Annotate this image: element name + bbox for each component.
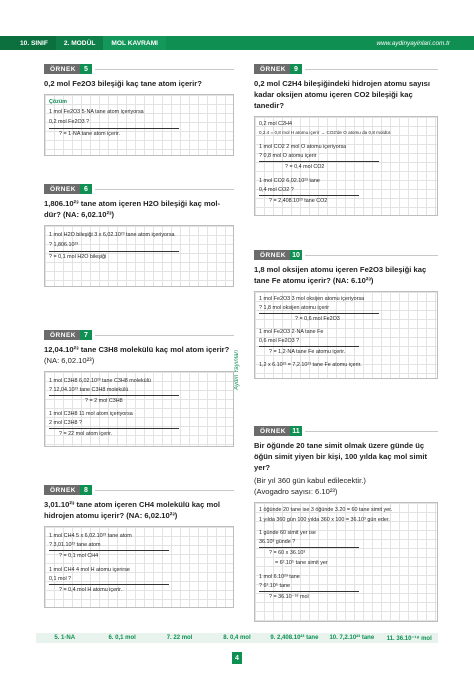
solution-box: 1 mol C3H8 6,02.10²³ tane C3H8 molekülü ? 12,04.10²³ tane C3H8 molekülü ? = 2 mol C3H8 1 mol C3H8 11 mol atom içeriyorsa 2 mol C3H8 ? ? = 22 mol atom içerir. xyxy=(44,371,234,447)
solution-box: 1 mol CH4 5 x 6,02.10²³ tane atom ? 3,01.10²³ tane atom ? = 0,1 mol CH4 1 mol CH4 4 mol H atomu içerirse 0,1 mol ? ? = 0,4 mol H atomu içerir. xyxy=(44,526,234,608)
example-7 xyxy=(44,330,234,447)
answer-6: 6. 0,1 mol xyxy=(108,635,136,641)
example-10 xyxy=(254,250,438,379)
example-5 xyxy=(44,64,234,156)
header-bar xyxy=(0,36,474,50)
solution-box: Çözüm 1 mol Fe2O3 5·NA tane atom içeriyorsa 0,2 mol Fe2O3 ? ? = 1·NA tane atom içerir. xyxy=(44,94,234,156)
question-text: 3,01.10²³ tane atom içeren CH4 molekülü kaç mol hidrojen atomu içerir? (NA: 6,02.10²³) xyxy=(44,500,220,520)
site-link[interactable]: www.aydinyayinlari.com.tr xyxy=(376,39,450,47)
example-9 xyxy=(254,64,438,216)
page-number: 4 xyxy=(232,652,242,664)
answer-key xyxy=(36,633,438,643)
answer-7: 7. 22 mol xyxy=(166,635,193,641)
unit-label: MOL KAVRAMI xyxy=(103,36,166,50)
answer-10: 10. 7,2.10²³ tane xyxy=(329,635,375,641)
question-text: 0,2 mol C2H4 bileşiğindeki hidrojen atomu sayısı kadar oksijen atomu içeren CO2 bileşiği kaç tanedir? xyxy=(254,79,430,110)
example-8 xyxy=(44,485,234,608)
question-text: 12,04.10²³ tane C3H8 molekülü kaç mol atom içerir? (NA: 6,02.10²³) xyxy=(44,345,230,365)
example-11: ÖRNEK 11 Bir öğünde 20 tane simit olmak üzere günde üç öğün simit yiyen bir kişi, 100 yılda kaç mol simit yer? (Bir yıl 360 gün kabul edilecektir.) (Avogadro sayısı: 6.10²³) 1 öğünde 20 tane ise 3 öğünde 3.20 = 60 tane simit yer. 1 yılda 360 gün 100 yılda 360 x 100 = 36.10³ gün eder. 1 günde 60 simit yer ise 36.10³ günde ? ? = 60 x 36.10³ = 6².10⁵ tane simit yer 1 mol 6.10²³ tane ? 6².10⁵ tane ? = 36.10⁻¹⁸ mol xyxy=(254,426,438,622)
answer-5: 5. 1·NA xyxy=(54,635,76,641)
example-header: ÖRNEK 9 xyxy=(254,64,438,74)
example-header: ÖRNEK 6 xyxy=(44,184,234,194)
question-text: 1,806.10²³ tane atom içeren H2O bileşiği kaç mol-dür? (NA: 6,02.10²³) xyxy=(44,199,220,219)
solution-box: 1 mol Fe2O3 3 mol oksijen atomu içeriyorsa ? 1,8 mol oksijen atomu içerir ? = 0,6 mol Fe2O3 1 mol Fe2O3 2·NA tane Fe 0,6 mol Fe2O3 ? ? = 1,2·NA tane Fe atomu içerir. 1,2 x 6.10²³ = 7,2.10²³ tane Fe atomu içerir. xyxy=(254,291,438,379)
example-6 xyxy=(44,184,234,287)
grade-label: 10. SINIF xyxy=(0,36,56,50)
answer-8: 8. 0,4 mol xyxy=(223,635,251,641)
question-text: 1,8 mol oksijen atomu içeren Fe2O3 bileşiği kaç tane Fe atomu içerir? (NA: 6.10²³) xyxy=(254,265,427,285)
answer-9: 9. 2,408.10²³ tane xyxy=(270,635,319,641)
sidebar-brand: Aydın Yayınları xyxy=(234,349,240,390)
answer-11: 11. 36.10⁻¹⁸ mol xyxy=(386,635,432,642)
solution-box: 1 öğünde 20 tane ise 3 öğünde 3.20 = 60 tane simit yer. 1 yılda 360 gün 100 yılda 360 x 100 = 36.10³ gün eder. 1 günde 60 simit yer ise 36.10³ günde ? ? = 60 x 36.10³ = 6².10⁵ tane simit yer 1 mol 6.10²³ tane ? 6².10⁵ tane ? = 36.10⁻¹⁸ mol xyxy=(254,502,438,622)
solution-box: 0,2 mol C2H4 0,2.4 = 0,8 mol H atomu içerir → CO2'de O atomu da 0,8 moldür. 1 mol CO2 2 mol O atomu içeriyorsa ? 0,8 mol O atomu içerir ? = 0,4 mol CO2 1 mol CO2 6,02.10²³ tane 0,4 mol CO2 ? ? = 2,408.10²³ tane CO2 xyxy=(254,116,438,216)
example-header: ÖRNEK 10 xyxy=(254,250,438,260)
module-label: 2. MODÜL xyxy=(56,36,104,50)
example-header: ÖRNEK 5 xyxy=(44,64,234,74)
question-text: Bir öğünde 20 tane simit olmak üzere günde üç öğün simit yiyen bir kişi, 100 yılda kaç mol simit yer? xyxy=(254,441,428,472)
solution-box: 1 mol H2O bileşiği 3 x 6,02.10²³ tane atom içeriyorsa ? 1,806.10²³ ? = 0,1 mol H2O bileşiği xyxy=(44,225,234,287)
example-header: ÖRNEK 8 xyxy=(44,485,234,495)
example-header: ÖRNEK 11 xyxy=(254,426,438,436)
example-header: ÖRNEK 7 xyxy=(44,330,234,340)
question-text: 0,2 mol Fe2O3 bileşiği kaç tane atom içerir? xyxy=(44,79,202,88)
